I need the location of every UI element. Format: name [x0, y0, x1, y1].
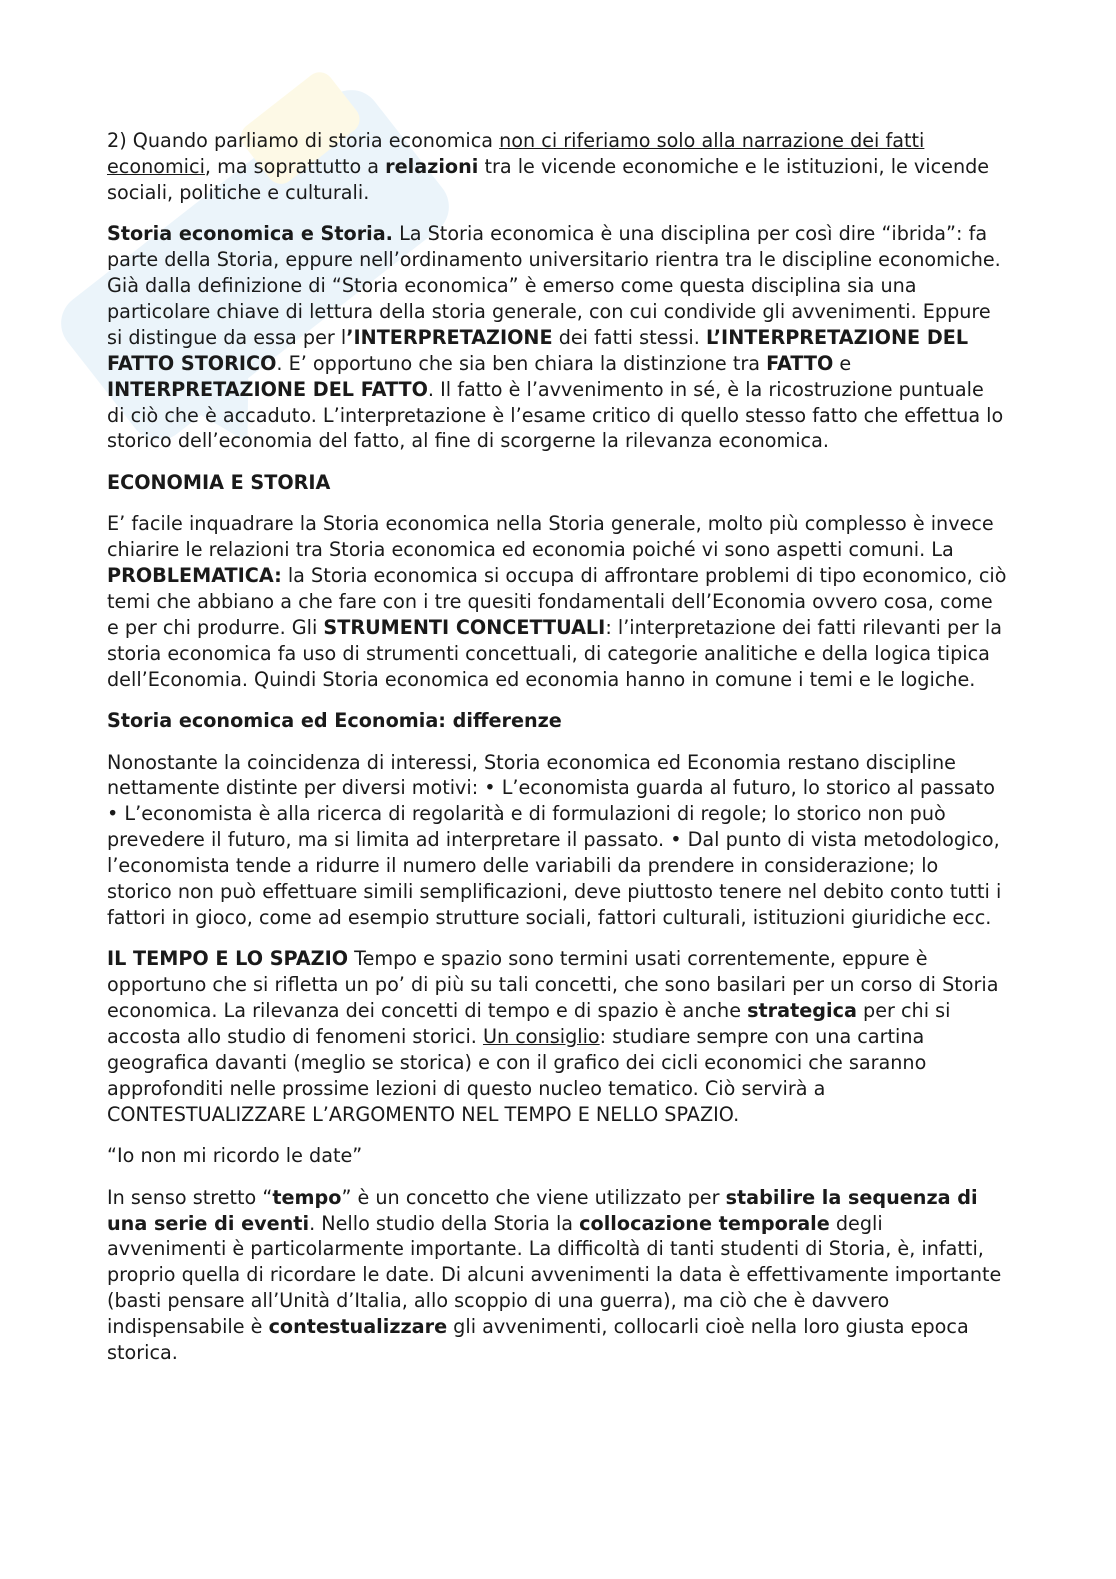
paragraph-tempo-e-spazio: IL TEMPO E LO SPAZIO Tempo e spazio sono termini usati correntemente, eppure è opportuno che si rifletta un po’ di più su tali concetti, che sono basilari per un corso di Storia economica. La rilevanza dei concetti di tempo e di spazio è anche strategica per chi si accosta allo studio di fenomeni storici. Un consiglio: studiare sempre con una cartina geografica davanti (meglio se storica) e con il grafico dei cicli economici che saranno approfonditi nelle prossime lezioni di questo nucleo tematico. Ciò servirà a CONTESTUALIZZARE L’ARGOMENTO NEL TEMPO E NELLO SPAZIO.	[107, 947, 999, 1126]
document-page	[107, 128, 1007, 1381]
paragraph-storia-economica-e-storia: Storia economica e Storia. La Storia economica è una disciplina per così dire “ibrida”: fa parte della Storia, eppure nell’ordinamento universitario rientra tra le discipline economiche. Già dalla definizione di “Storia economica” è emerso come questa disciplina sia una particolare chiave di lettura della storia generale, con cui condivide gli avvenimenti. Eppure si distingue da essa per l’INTERPRETAZIONE dei fatti stessi. L’INTERPRETAZIONE DEL FATTO STORICO. E’ opportuno che sia ben chiara la distinzione tra FATTO e INTERPRETAZIONE DEL FATTO. Il fatto è l’avvenimento in sé, è la ricostruzione puntuale di ciò che è accaduto. L’interpretazione è l’esame critico di quello stesso fatto che effettua lo storico dell’economia del fatto, al fine di scorgerne la rilevanza economica.	[107, 222, 1004, 453]
paragraph-differenze: Nonostante la coincidenza di interessi, Storia economica ed Economia restano discipline nettamente distinte per diversi motivi: • L’economista guarda al futuro, lo storico al passato • L’economista è alla ricerca di regolarità e di formulazioni di regole; lo storico non può prevedere il futuro, ma si limita ad interpretare il passato. • Dal punto di vista metodologico, l’economista tende a ridurre il numero delle variabili da prendere in considerazione; lo storico non può effettuare simili semplificazioni, deve piuttosto tenere nel debito conto tutti i fattori in gioco, come ad esempio strutture sociali, fattori culturali, istituzioni giuridiche ecc.	[107, 750, 1002, 929]
paragraph-economia-e-storia: E’ facile inquadrare la Storia economica nella Storia generale, molto più complesso è invece chiarire le relazioni tra Storia economica ed economia poiché vi sono aspetti comuni. La PROBLEMATICA: la Storia economica si occupa di affrontare problemi di tipo economico, ciò temi che abbiano a che fare con i tre quesiti fondamentali dell’Economia ovvero cosa, come e per chi produrre. Gli STRUMENTI CONCETTUALI: l’interpretazione dei fatti rilevanti per la storia economica fa uso di strumenti concettuali, di categorie analitiche e della logica tipica dell’Economia. Quindi Storia economica ed economia hanno in comune i temi e le logiche.	[107, 512, 1007, 691]
paragraph-tempo: In senso stretto “tempo” è un concetto che viene utilizzato per stabilire la sequenza di una serie di eventi. Nello studio della Storia la collocazione temporale degli avvenimenti è particolarmente importante. La difficoltà di tanti studenti di Storia, è, infatti, proprio quella di ricordare le date. Di alcuni avvenimenti la data è effettivamente importante (basti pensare all’Unità d’Italia, allo scoppio di una guerra), ma ciò che è davvero indispensabile è contestualizzare gli avvenimenti, collocarli cioè nella loro giusta epoca storica.	[107, 1185, 1002, 1365]
heading-economia-e-storia: ECONOMIA E STORIA	[107, 470, 331, 494]
quote-date: “Io non mi ricordo le date”	[107, 1144, 363, 1168]
paragraph-relations: 2) Quando parliamo di storia economica non ci riferiamo solo alla narrazione dei fatti economici, ma soprattutto a relazioni tra le vicende economiche e le istituzioni, le vicende sociali, politiche e culturali.	[107, 129, 990, 204]
heading-differenze: Storia economica ed Economia: differenze	[107, 709, 562, 733]
